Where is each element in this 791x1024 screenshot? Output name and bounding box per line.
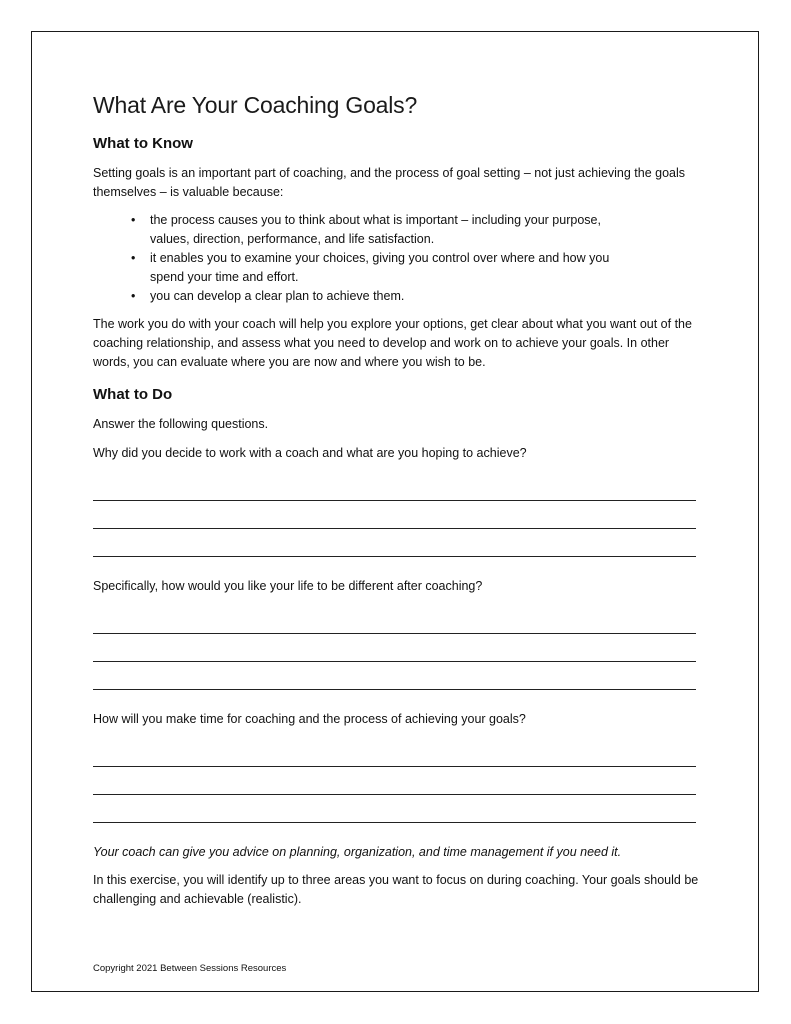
exercise-paragraph: In this exercise, you will identify up to three areas you want to focus on during coaching. Your goals should be challenging and achievable (realistic). bbox=[93, 873, 699, 906]
answer-line[interactable] bbox=[93, 634, 696, 662]
answer-line[interactable] bbox=[93, 739, 696, 767]
intro-paragraph: Setting goals is an important part of coaching, and the process of goal setting – not just achieving the goals themselves – is valuable because: bbox=[93, 166, 686, 199]
coach-advice-note: Your coach can give you advice on planning, organization, and time management if you need it. bbox=[93, 845, 622, 859]
answer-line[interactable] bbox=[93, 501, 696, 529]
answer-line[interactable] bbox=[93, 662, 696, 690]
answer-line[interactable] bbox=[93, 473, 696, 501]
answer-line[interactable] bbox=[93, 795, 696, 823]
answer-area-3[interactable] bbox=[93, 739, 696, 823]
answer-area-1[interactable] bbox=[93, 473, 696, 557]
answer-line[interactable] bbox=[93, 767, 696, 795]
benefits-list bbox=[93, 211, 703, 306]
answer-line[interactable] bbox=[93, 529, 696, 557]
copyright-footer: Copyright 2021 Between Sessions Resources bbox=[93, 963, 287, 974]
what-to-do-heading: What to Do bbox=[93, 386, 173, 403]
list-item-text: the process causes you to think about what is important – including your purpose, values, direction, performance, and life satisfaction. bbox=[150, 213, 601, 246]
closing-paragraph: The work you do with your coach will help you explore your options, get clear about what you want out of the coaching relationship, and assess what you need to develop and work on to achieve your goals. In other words, you can evaluate where you are now and where you wish to be. bbox=[93, 317, 692, 369]
document-body bbox=[93, 92, 703, 918]
bullet-icon: • bbox=[131, 251, 136, 265]
list-item-text: it enables you to examine your choices, giving you control over where and how you spend your time and effort. bbox=[150, 251, 610, 284]
list-item bbox=[93, 287, 620, 306]
instruction-text: Answer the following questions. bbox=[93, 417, 269, 431]
bullet-icon: • bbox=[131, 213, 136, 227]
answer-area-2[interactable] bbox=[93, 606, 696, 690]
list-item bbox=[93, 211, 620, 249]
question-3: How will you make time for coaching and the process of achieving your goals? bbox=[93, 712, 526, 726]
question-2: Specifically, how would you like your life to be different after coaching? bbox=[93, 579, 483, 593]
page-title: What Are Your Coaching Goals? bbox=[93, 92, 418, 118]
question-1: Why did you decide to work with a coach and what are you hoping to achieve? bbox=[93, 446, 527, 460]
list-item bbox=[93, 249, 620, 287]
bullet-icon: • bbox=[131, 289, 136, 303]
list-item-text: you can develop a clear plan to achieve them. bbox=[150, 289, 405, 303]
answer-line[interactable] bbox=[93, 606, 696, 634]
what-to-know-heading: What to Know bbox=[93, 135, 193, 152]
